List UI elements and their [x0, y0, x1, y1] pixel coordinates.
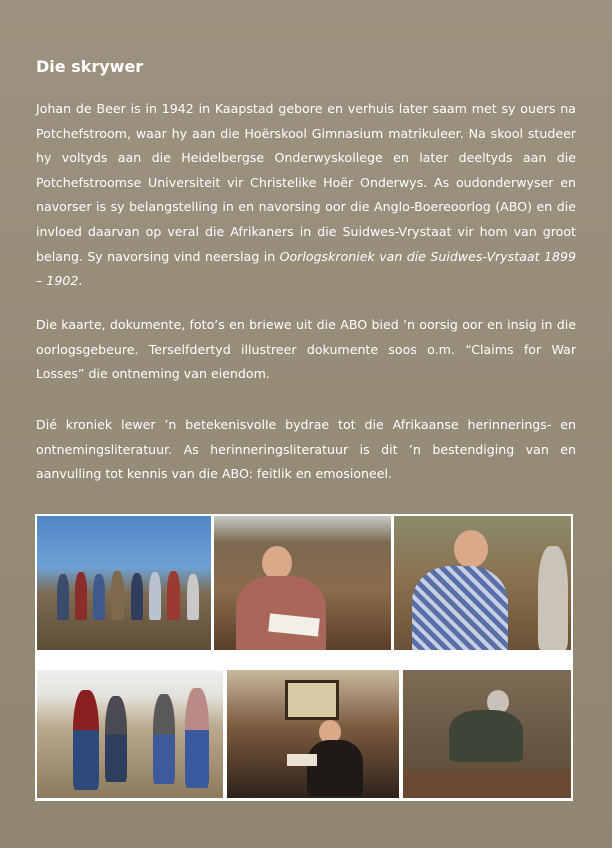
bio-text: Johan de Beer is in 1942 in Kaapstad gebore en verhuis later saam met sy ouers na Potchefstroom, waar hy aan die Hoërskool Gimnasium matrikuleer. Na skool studeer hy voltyds aan die Heidelbergse Onderwyskollege en later deeltyds aan die Potchefstroomse Universiteit vir Christelike Hoër Onderwys. As oudonderwyser en navorser is sy belangstelling in en navorsing oor die Anglo-Boereoorlog (ABO) en die invloed daarvan op veral die Afrikaners in die Suidwes-Vrystaat vir hom van groot belang. Sy navorsing vind neerslag in — [36, 101, 576, 264]
photo-man-kneeling — [403, 670, 571, 798]
photo-collage — [35, 514, 573, 801]
author-bio-paragraph — [36, 97, 576, 294]
photo-men-on-gravel — [37, 670, 223, 798]
photo-man-with-paper — [214, 516, 391, 650]
chronicle-paragraph: Dié kroniek lewer ’n betekenisvolle bydrae tot die Afrikaanse herinnerings- en ontnemingsliteratuur. As herinneringsliteratuur is dit ’n bestendiging van en aanvulling tot kennis van die ABO: feitlik en emosioneel. — [36, 417, 576, 482]
photo-group-of-men — [37, 516, 211, 650]
book-title-italic: Oorlogskroniek van die Suidwes-Vrystaat 1899 – 1902 — [36, 248, 576, 289]
documents-paragraph: Die kaarte, dokumente, foto’s en briewe uit die ABO bied ’n oorsig oor en insig in die oorlogsgebeure. Terselfdertyd illustreer dokumente soos o.m. “Claims for War Losses” die ontneming van eiendom. — [36, 317, 576, 382]
bio-text-end: . — [78, 273, 83, 289]
photo-people-in-room — [227, 670, 399, 798]
section-heading: Die skrywer — [36, 57, 144, 76]
photo-man-checked-shirt — [394, 516, 571, 650]
